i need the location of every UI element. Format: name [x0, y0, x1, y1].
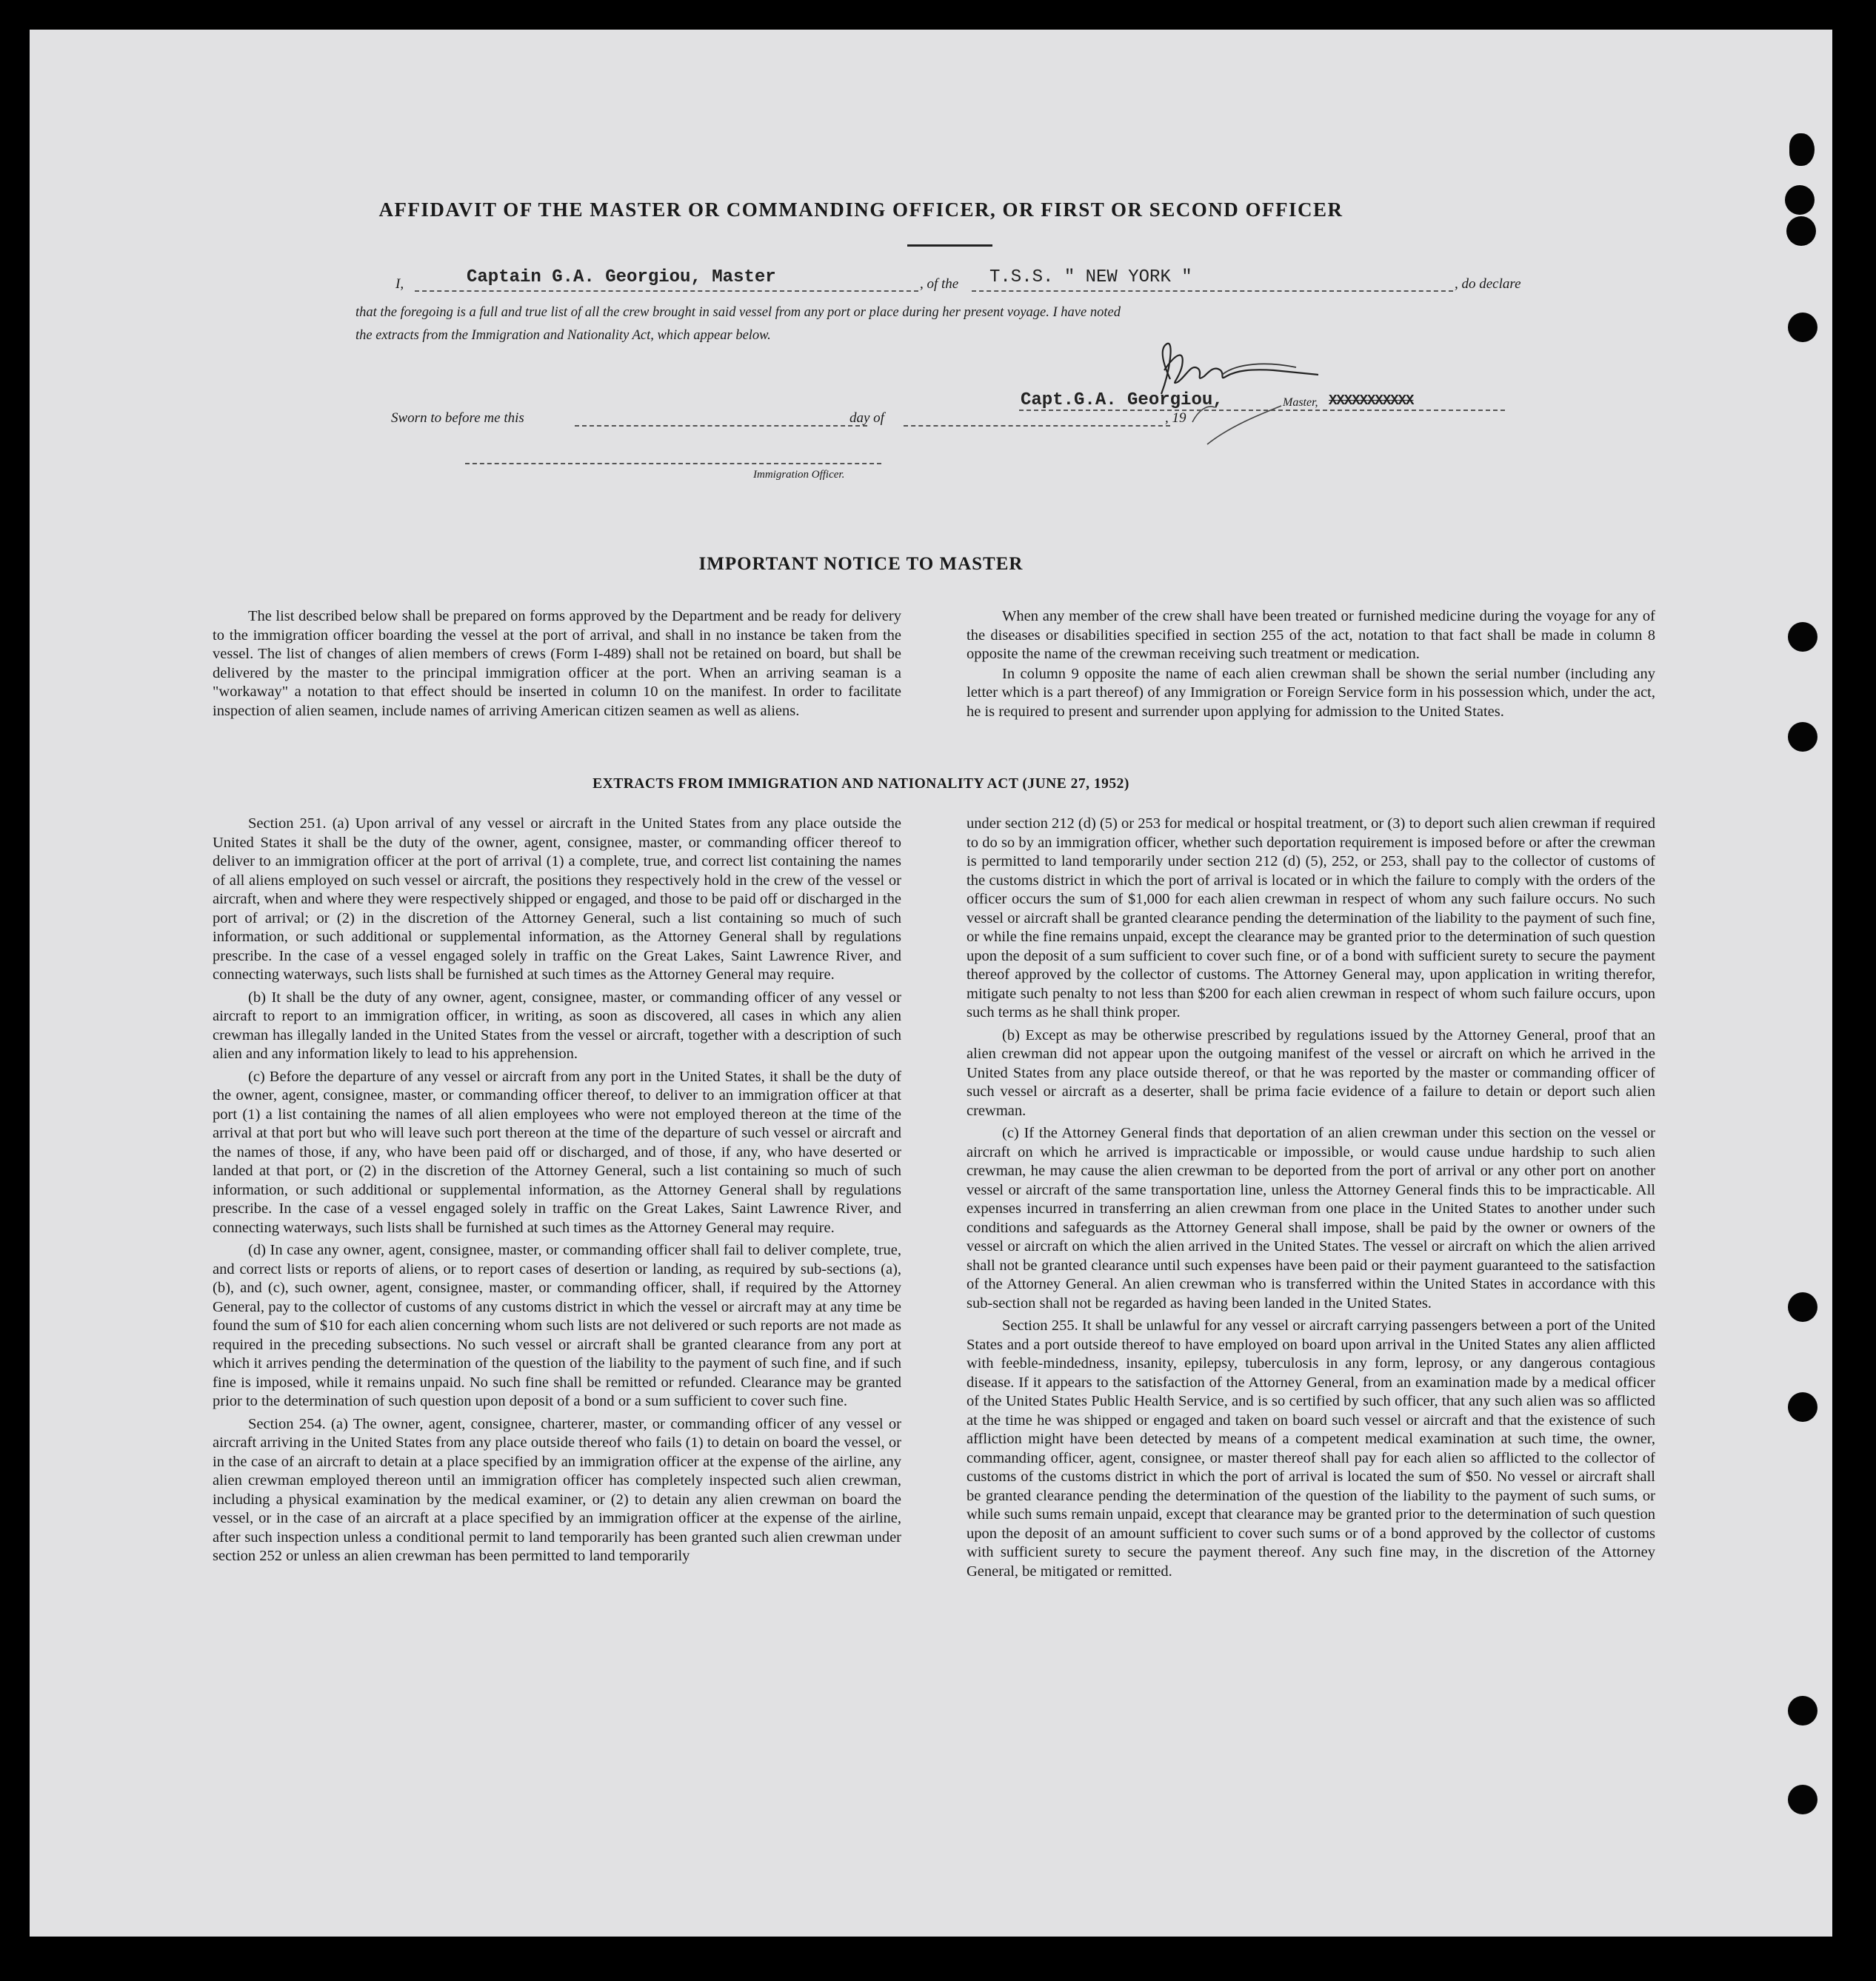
signature-line — [1019, 410, 1505, 411]
sworn-day-line — [575, 425, 867, 427]
binder-hole — [1788, 313, 1817, 342]
notice-left-column — [213, 607, 901, 724]
extract-paragraph: (b) Except as may be otherwise prescribed by regulations issued by the Attorney General, proof that an alien crewman did not appear upon the outgoing manifest of the vessel or aircraft on which he arrived in the United States from any place outside thereof, or that he was reported by the master or commanding officer of such vessel or aircraft as a deserter, shall be prima facie evidence of a failure to detain or deport such alien crewman. — [967, 1026, 1655, 1119]
signature-typed: Capt.G.A. Georgiou, — [1021, 390, 1224, 410]
struck-title: XXXXXXXXXXX — [1329, 392, 1414, 409]
of-the-label: , of the — [920, 276, 959, 292]
extracts-right-column — [967, 815, 1655, 1585]
affidavit-title: AFFIDAVIT OF THE MASTER OR COMMANDING OFFICER, OR FIRST OR SECOND OFFICER — [378, 198, 1343, 221]
vessel-blank-line — [972, 290, 1453, 292]
notice-left-paragraph: The list described below shall be prepared on forms approved by the Department and be ready for delivery to the immigration officer boarding the vessel at the port of arrival, and shall in no instance be taken from the vessel. The list of changes of alien members of crews (Form I-489) shall not be retained on board, but shall be delivered by the master to the principal immigration officer at the port. When an arriving seaman is a "workaway" a notation to that effect should be inserted in column 10 on the manifest. In order to facilitate inspection of alien seamen, include names of arriving American citizen seamen as well as aliens. — [213, 608, 901, 719]
extract-paragraph: (c) Before the departure of any vessel or aircraft from any port in the United States, it shall be the duty of the owner, agent, consignee, master, or commanding officer thereof, to deliver to an immigration officer at that port (1) a list containing the names of all alien employees who were not employed thereon at the time of the arrival at that port but who will leave such port thereon at the time of the departure of such vessel or aircraft and the names of those, if any, who have been paid off or discharged, and of those, if any, who have deserted or landed at that port, or (2) in the discretion of the Attorney General, such a list containing so much of such information, or such additional or supplemental information, as the Attorney General shall by regulations prescribe. In the case of a vessel engaged solely in traffic on the Great Lakes, Saint Lawrence River, and connecting waterways, such lists shall be furnished at such times as the Attorney General may require. — [213, 1068, 901, 1236]
statement-line-2: the extracts from the Immigration and Nationality Act, which appear below. — [355, 328, 771, 343]
extract-paragraph: (b) It shall be the duty of any owner, agent, consignee, master, or commanding officer of any vessel or aircraft to report to an immigration officer, in writing, as soon as discovered, all cases in which any alien crewman has illegally landed in the United States from the vessel or aircraft, together with a description of such alien and any information likely to lead to his apprehension. — [213, 989, 901, 1062]
master-label: Master, — [1283, 396, 1318, 409]
document-page — [30, 30, 1832, 1937]
vessel-name: T.S.S. " NEW YORK " — [989, 267, 1192, 287]
binder-hole — [1788, 1292, 1817, 1322]
notice-right-column — [967, 607, 1655, 725]
year-prefix: , 19 — [1165, 410, 1186, 426]
extracts-title: EXTRACTS FROM IMMIGRATION AND NATIONALITY ACT (JUNE 27, 1952) — [592, 776, 1129, 792]
officer-label: Immigration Officer. — [753, 469, 845, 481]
title-rule — [907, 244, 992, 247]
binder-hole — [1785, 185, 1815, 215]
name-blank-line — [415, 290, 918, 292]
extract-paragraph: Section 254. (a) The owner, agent, consignee, charterer, master, or commanding officer of any vessel or aircraft arriving in the United States from any place outside thereof who fails (1) to detain on board the vessel, or in the case of an aircraft to detain at a place specified by an immigration officer at the expense of the airline, any alien crewman employed thereon until an immigration officer has completely inspected such alien crewman, including a physical examination by the medical examiner, or (2) to detain any alien crewman on board the vessel, or in the case of an aircraft at a place specified by an immigration officer at the expense of the airline, after such inspection unless a conditional permit to land temporarily has been granted such alien crewman under section 252 or unless an alien crewman has been permitted to land temporarily — [213, 1415, 901, 1564]
master-name: Captain G.A. Georgiou, Master — [467, 267, 776, 287]
extract-paragraph: Section 251. (a) Upon arrival of any vessel or aircraft in the United States from any place outside the United States it shall be the duty of the owner, agent, consignee, master, or commanding officer thereof to deliver to an immigration officer at the port of arrival (1) a complete, true, and correct list containing the names of all aliens employed on such vessel or aircraft, the positions they respectively hold in the crew of the vessel or aircraft, when and where they were respectively shipped or engaged, and those to be paid off or discharged in the port of arrival; or (2) in the discretion of the Attorney General, such a list containing so much of such information, or such additional or supplemental information, as the Attorney General shall by regulations prescribe. In the case of a vessel engaged solely in traffic on the Great Lakes, Saint Lawrence River, and connecting waterways, such lists shall be furnished at such times as the Attorney General may require. — [213, 815, 901, 983]
binder-hole — [1788, 1696, 1817, 1726]
binder-hole — [1788, 722, 1817, 752]
statement-line-1: that the foregoing is a full and true list of all the crew brought in said vessel from any port or place during her present voyage. I have noted — [355, 305, 1121, 320]
notice-right-paragraph-1: When any member of the crew shall have been treated or furnished medicine during the voyage for any of the diseases or disabilities specified in section 255 of the act, notation to that fact shall be made in column 8 opposite the name of the crewman receiving such treatment or medication. — [967, 608, 1655, 662]
sworn-label: Sworn to before me this — [391, 410, 524, 426]
extract-paragraph: (d) In case any owner, agent, consignee, master, or commanding officer shall fail to deliver complete, true, and correct lists or reports of aliens, or to report cases of desertion or landing, as required by sub-sections (a), (b), and (c), such owner, agent, consignee, master, or commanding officer, shall, if required by the Attorney General, pay to the collector of customs of any customs district in which the vessel or aircraft may at any time be found the sum of $10 for each alien concerning whom such lists are not delivered or such reports are not made as required in the preceding subsections. No such vessel or aircraft shall be granted clearance from any port at which it arrives pending the determination of the question of the liability to the payment of such fine, and if such fine is imposed, while it remains unpaid. No such fine shall be remitted or refunded. Clearance may be granted prior to the determination of such question upon deposit of a bond or a sum sufficient to cover such fine. — [213, 1242, 901, 1409]
officer-line — [465, 463, 881, 464]
notice-right-paragraph-2: In column 9 opposite the name of each alien crewman shall be shown the serial number (including any letter which is a part thereof) of any Immigration or Foreign Service form in his possession which, under the act, he is required to present and surrender upon applying for admission to the United States. — [967, 665, 1655, 720]
binder-hole — [1789, 133, 1815, 166]
i-label: I, — [395, 276, 404, 292]
binder-hole — [1788, 1785, 1817, 1814]
binder-hole — [1788, 622, 1817, 652]
extracts-left-column — [213, 815, 901, 1570]
extract-paragraph: Section 255. It shall be unlawful for any vessel or aircraft carrying passengers between a port of the United States and a port outside thereof to have employed on board upon arrival in the United States any alien afflicted with feeble-mindedness, insanity, epilepsy, tuberculosis in any form, leprosy, or any dangerous contagious disease. If it appears to the satisfaction of the Attorney General, from an examination made by a medical officer of the United States Public Health Service, and is so certified by such officer, that any such alien was so afflicted at the time he was shipped or engaged and taken on board such vessel or aircraft and that the existence of such affliction might have been detected by means of a competent medical examination at such time, the owner, commanding officer, agent, consignee, or master thereof shall pay for each alien so afflicted to the collector of customs of the customs district in which the port of arrival is located the sum of $50. No vessel or aircraft shall be granted clearance pending the determination of the question of the liability to the payment of such sums, or while such sums remain unpaid, except that clearance may be granted prior to the determination of such question upon the deposit of an amount sufficient to cover such sums or of a bond approved by the collector of customs with sufficient surety to secure the payment thereof. Any such fine may, in the discretion of the Attorney General, be mitigated or remitted. — [967, 1317, 1655, 1580]
notice-title: IMPORTANT NOTICE TO MASTER — [698, 554, 1024, 574]
do-declare-label: , do declare — [1455, 276, 1521, 292]
binder-hole — [1788, 1392, 1817, 1422]
day-of-label: day of — [849, 410, 884, 426]
extract-paragraph: under section 212 (d) (5) or 253 for medical or hospital treatment, or (3) to deport such alien crewman if required to do so by an immigration officer, whether such deportation requirement is imposed before or after the crewman is permitted to land temporarily under section 212 (d) (5), 252, or 253, shall pay to the collector of customs of the customs district in which the port of arrival is located or in which the failure to comply with the orders of the officer occurs the sum of $1,000 for each alien crewman in respect of whom any such failure occurs. No such vessel or aircraft shall be granted clearance pending the determination of the liability to the payment of such fine, or while the fine remains unpaid, except the clearance may be granted prior to the determination of such question upon the deposit of a sum sufficient to cover such fine, or of a bond with sufficient surety to secure the payment thereof approved by the collector of customs. The Attorney General may, upon application in writing therefor, mitigate such penalty to not less than $200 for each alien crewman in respect of whom such failure occurs, upon such terms as he shall think proper. — [967, 815, 1655, 1020]
binder-hole — [1786, 216, 1816, 246]
extract-paragraph: (c) If the Attorney General finds that deportation of an alien crewman under this section on the vessel or aircraft on which he arrived is impracticable or impossible, or would cause undue hardship to such alien crewman, he may cause the alien crewman to be deported from the port of arrival or any other port on another vessel or aircraft of the same transportation line, unless the Attorney General finds this to be impracticable. All expenses incurred in transferring an alien crewman from one place in the United States to another under such conditions and safeguards as the Attorney General shall impose, shall be paid by the owner or owners of the vessel or aircraft on which the alien arrived in the United States. The vessel or aircraft on which the alien arrived shall not be granted clearance until such expenses have been paid or their payment guaranteed to the satisfaction of the Attorney General. An alien crewman who is transferred within the United States in accordance with this sub-section shall not be regarded as having been landed in the United States. — [967, 1125, 1655, 1312]
